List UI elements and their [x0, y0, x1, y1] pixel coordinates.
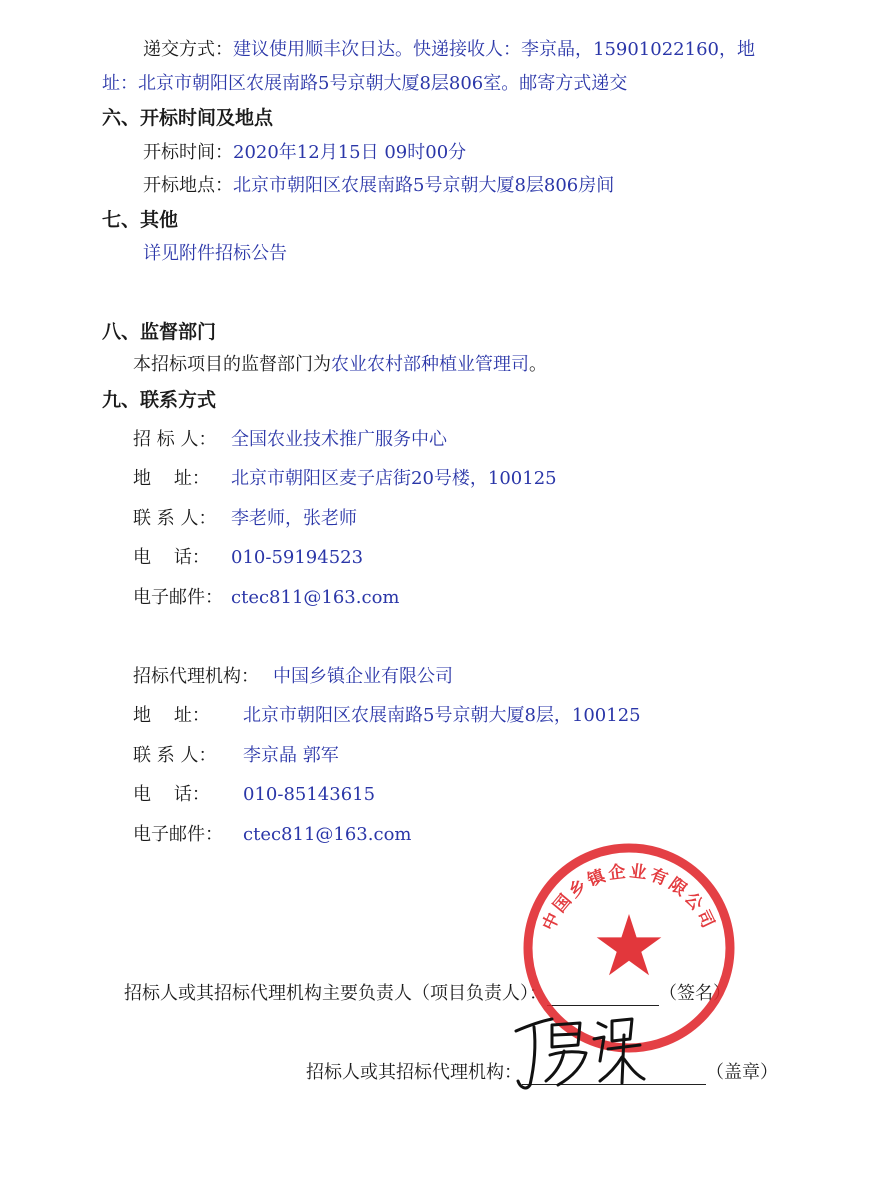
handwritten-signature — [508, 1005, 648, 1095]
tenderer-phone-value: 010-59194523 — [231, 547, 364, 568]
signature-suffix: （签名） — [659, 983, 731, 1004]
seal-label: 招标人或其招标代理机构： — [306, 1062, 522, 1083]
agency-phone-row — [133, 783, 375, 807]
section-7-text: 详见附件招标公告 — [143, 243, 287, 264]
tenderer-contact-label: 联 系 人： — [133, 508, 217, 529]
delivery-text-2: 址：北京市朝阳区农展南路5号京朝大厦8层806室。邮寄方式递交 — [102, 73, 628, 94]
supervision-dept: 农业农村部种植业管理司 — [331, 354, 529, 375]
agency-addr-row — [133, 704, 641, 728]
tenderer-email-row — [133, 586, 399, 610]
agency-name-value: 中国乡镇企业有限公司 — [273, 666, 453, 687]
tenderer-contact-value: 李老师，张老师 — [231, 508, 357, 529]
section-7-heading: 七、其他 — [102, 209, 179, 231]
agency-contact-label: 联 系 人： — [133, 745, 217, 766]
time-value: 2020年12月15日 09时00分 — [233, 142, 467, 163]
seal-star-icon — [597, 914, 662, 975]
tenderer-email-label: 电子邮件： — [133, 587, 223, 608]
agency-email-value[interactable]: ctec811@163.com — [243, 824, 412, 845]
delivery-text-1: 建议使用顺丰次日达。快递接收人：李京晶，15901022160，地 — [233, 39, 755, 60]
tenderer-name-label: 招 标 人： — [133, 429, 217, 450]
bid-opening-time — [143, 141, 466, 165]
supervision-suffix: 。 — [529, 354, 547, 375]
section-9-heading: 九、联系方式 — [102, 389, 217, 411]
agency-email-label: 电子邮件： — [133, 824, 223, 845]
seal-suffix: （盖章） — [706, 1062, 778, 1083]
svg-text:中国乡镇企业有限公司: 中国乡镇企业有限公司 — [538, 861, 720, 934]
delivery-label: 递交方式： — [143, 39, 233, 60]
section-8-heading: 八、监督部门 — [102, 321, 217, 343]
agency-phone-value: 010-85143615 — [243, 784, 376, 805]
tenderer-name-value: 全国农业技术推广服务中心 — [231, 429, 447, 450]
tenderer-name-row — [133, 428, 447, 452]
agency-addr-value: 北京市朝阳区农展南路5号京朝大厦8层，100125 — [243, 705, 641, 726]
agency-addr-label: 地 址： — [133, 705, 210, 726]
time-label: 开标时间： — [143, 142, 233, 163]
agency-contact-value: 李京晶 郭军 — [243, 745, 339, 766]
place-label: 开标地点： — [143, 175, 233, 196]
delivery-line-1 — [143, 38, 755, 62]
agency-name-label: 招标代理机构： — [133, 666, 259, 687]
bid-opening-place — [143, 174, 614, 198]
tenderer-phone-row — [133, 546, 363, 570]
tenderer-addr-row — [133, 467, 557, 491]
section-8-text — [133, 353, 547, 377]
section-6-heading: 六、开标时间及地点 — [102, 107, 274, 129]
agency-contact-row — [133, 744, 339, 768]
agency-email-row — [133, 823, 411, 847]
signature-label: 招标人或其招标代理机构主要负责人（项目负责人）： — [124, 983, 547, 1004]
tenderer-addr-label: 地 址： — [133, 468, 210, 489]
supervision-prefix: 本招标项目的监督部门为 — [133, 354, 331, 375]
place-value: 北京市朝阳区农展南路5号京朝大厦8层806房间 — [233, 175, 615, 196]
agency-phone-label: 电 话： — [133, 784, 210, 805]
tenderer-addr-value: 北京市朝阳区麦子店街20号楼，100125 — [231, 468, 557, 489]
tenderer-contact-row — [133, 507, 357, 531]
tenderer-email-value[interactable]: ctec811@163.com — [231, 587, 400, 608]
tenderer-phone-label: 电 话： — [133, 547, 210, 568]
agency-name-row — [133, 665, 453, 689]
